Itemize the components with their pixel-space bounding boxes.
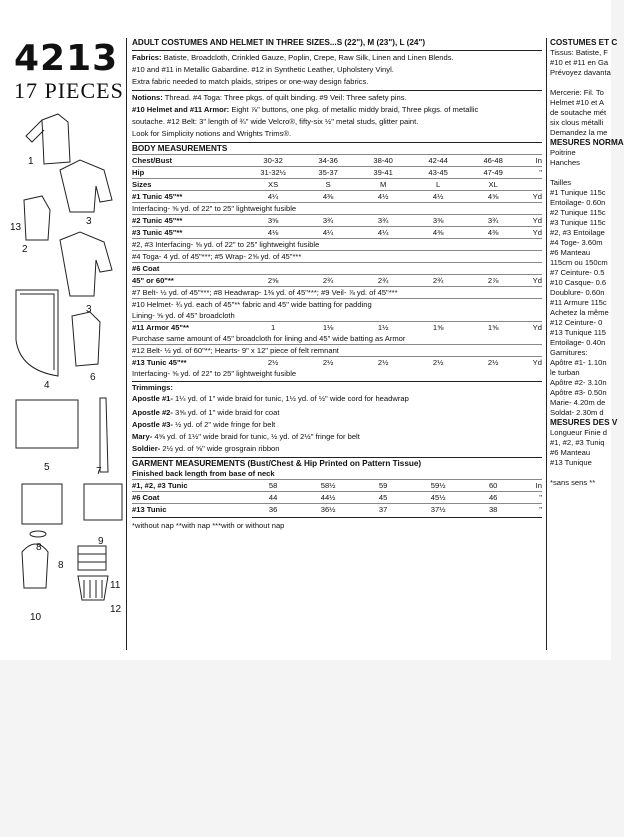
- french-line: [550, 78, 620, 88]
- yardage-row: [132, 310, 542, 321]
- yardage-note: Purchase same amount of 45" broadcloth for lining and 45" wide batting as Armor: [132, 334, 406, 343]
- yardage-value: 4½: [432, 192, 444, 201]
- garment-chart: [132, 479, 542, 515]
- yardage-label: #1 Tunic 45"**: [132, 192, 183, 201]
- notions-line: [132, 128, 542, 140]
- yardage-value: 2¾: [322, 276, 334, 285]
- trim-line: [132, 419, 542, 431]
- trim-text: 1¼ yd. of 1" wide braid for tunic, 1½ yd. of ½" wide cord for headwrap: [172, 394, 409, 403]
- yardage-value: 2½: [322, 358, 334, 367]
- french-line: Hanches: [550, 158, 580, 167]
- notions-bold: #10 Helmet and #11 Armor:: [132, 105, 230, 114]
- yardage-label: 45" or 60"**: [132, 276, 174, 285]
- trim-bold: Apostle #2-: [132, 408, 173, 417]
- fabrics-text: Extra fabric needed to match plaids, stripes or one-way design fabrics.: [132, 77, 369, 86]
- yardage-value: 3⅜: [432, 216, 444, 225]
- notions-line: [132, 104, 542, 116]
- garment-value: 46: [488, 493, 498, 502]
- piece-3-sleeve: [60, 160, 112, 212]
- yardage-row: [132, 202, 542, 214]
- yardage-label: #3 Tunic 45"**: [132, 228, 183, 237]
- yardage-value: 2⅝: [267, 276, 279, 285]
- figure-label-2: 2: [22, 244, 28, 255]
- yardage-value: 4⅜: [322, 192, 334, 201]
- body-measurements-title: BODY MEASUREMENTS: [132, 144, 228, 153]
- yardage-value: 2½: [267, 358, 279, 367]
- piece-11-armor: [78, 546, 106, 570]
- trim-text: 2½ yd. of ⅝" wide grosgrain ribbon: [160, 444, 280, 453]
- french-line: Apôtre #3- 0.50n: [550, 388, 607, 397]
- french-line: Soldat- 2.30m d: [550, 408, 604, 417]
- figure-label-9: 9: [98, 536, 104, 547]
- yardage-value: [356, 263, 411, 274]
- pattern-number: 4213: [14, 38, 119, 79]
- french-line: COSTUMES ET C: [550, 38, 618, 47]
- garment-value: 37½: [430, 505, 446, 514]
- column-divider: [126, 38, 127, 650]
- notions-text: Thread. #4 Toga: Three pkgs. of quilt binding. #9 Veil: Three safety pins.: [162, 93, 407, 102]
- french-line: MESURES NORMA: [550, 138, 624, 147]
- yardage-row: [132, 262, 542, 274]
- yardage-value: 1⅛: [322, 323, 334, 332]
- french-line: #3 Tunique 115c: [550, 218, 606, 227]
- garment-row: [132, 491, 542, 503]
- yardage-unit: Yd: [532, 276, 542, 285]
- figure-label-8b: 8: [58, 560, 64, 571]
- garment-value: 36: [268, 505, 278, 514]
- trim-text: 4⅝ yd. of 1½" wide braid for tunic, ½ yd. of 2½" fringe for belt: [152, 432, 360, 441]
- yardage-value: 1⅝: [432, 323, 444, 332]
- yardage-note: Interfacing- ⅝ yd. of 22" to 25" lightweight fusible: [132, 204, 297, 213]
- french-line: #6 Manteau: [550, 248, 591, 257]
- size-label: Hip: [132, 168, 145, 177]
- yardage-value: 4⅛: [267, 228, 279, 237]
- yardage-row: [132, 333, 542, 344]
- french-line: Achetez la même: [550, 308, 609, 317]
- size-unit: ": [539, 168, 542, 177]
- fabrics-text: Batiste, Broadcloth, Crinkled Gauze, Poplin, Crepe, Raw Silk, Linen and Linen Blends.: [161, 53, 454, 62]
- size-value: 34-36: [318, 156, 338, 165]
- size-value: L: [436, 180, 441, 189]
- garment-value: 38: [488, 505, 498, 514]
- french-line: Tailles: [550, 178, 572, 187]
- size-value: 42-44: [428, 156, 448, 165]
- garment-row: [132, 503, 542, 515]
- piece-2-tunic: [60, 232, 112, 296]
- yardage-chart: [132, 190, 542, 379]
- figure-label-1: 1: [28, 156, 34, 167]
- yardage-value: [466, 263, 521, 274]
- trim-bold: Soldier-: [132, 444, 161, 453]
- size-row: [132, 154, 542, 166]
- garment-label: #1, #2, #3 Tunic: [132, 481, 188, 490]
- piece-13-tunic: [24, 196, 50, 240]
- size-label: Chest/Bust: [132, 156, 173, 165]
- size-row: [132, 166, 542, 178]
- trimmings-title: Trimmings:: [132, 383, 173, 392]
- fabrics-line: [132, 64, 542, 76]
- garment-row: [132, 479, 542, 491]
- yardage-label: #13 Tunic 45"**: [132, 358, 187, 367]
- french-line: #2, #3 Entoilage: [550, 228, 605, 237]
- yardage-value: 3⅝: [267, 216, 279, 225]
- garment-label: #13 Tunic: [132, 505, 167, 514]
- french-line: Helmet #10 et A: [550, 98, 605, 107]
- yardage-value: 4½: [377, 192, 389, 201]
- size-value: 38-40: [373, 156, 393, 165]
- french-line: #13 Tunique 115: [550, 328, 607, 337]
- size-unit: [521, 179, 542, 190]
- yardage-value: [411, 263, 466, 274]
- french-column: [550, 38, 624, 488]
- yardage-row: [132, 226, 542, 238]
- fabrics-text: #10 and #11 in Metallic Gabardine. #12 in Synthetic Leather, Upholstery Vinyl.: [132, 65, 394, 74]
- french-line: #4 Toge- 3.60m: [550, 238, 603, 247]
- size-value: 35-37: [318, 168, 338, 177]
- yardage-value: 1½: [377, 323, 389, 332]
- figure-label-12: 12: [110, 604, 122, 615]
- yardage-row: [132, 250, 542, 262]
- garment-value: 37: [378, 505, 388, 514]
- yardage-note: #4 Toga- 4 yd. of 45"***; #5 Wrap- 2⅝ yd. of 45"***: [132, 252, 302, 261]
- yardage-value: 2¾: [377, 276, 389, 285]
- french-line: #10 Casque- 0.6: [550, 278, 607, 287]
- french-line: de soutache mét: [550, 108, 607, 117]
- piece-4-toga: [16, 290, 58, 376]
- yardage-value: [246, 263, 301, 274]
- trim-line: [132, 393, 542, 405]
- french-line: Longueur Finie d: [550, 428, 607, 437]
- yardage-value: 3¾: [377, 216, 389, 225]
- figure-label-3a: 3: [86, 216, 92, 227]
- figure-label-11: 11: [110, 580, 121, 591]
- trim-bold: Apostle #1-: [132, 394, 173, 403]
- garment-value: 45½: [430, 493, 446, 502]
- piece-8-headwrap: [22, 484, 62, 524]
- yardage-value: 2½: [377, 358, 389, 367]
- size-value: 31-32½: [260, 168, 286, 177]
- yardage-label: #6 Coat: [132, 264, 160, 273]
- garment-value: 44: [268, 493, 278, 502]
- yardage-value: 4¼: [322, 228, 334, 237]
- nap-footnote: *without nap **with nap ***with or without nap: [132, 521, 285, 530]
- yardage-value: 1: [270, 323, 276, 332]
- yardage-unit: Yd: [532, 323, 542, 332]
- notions-text: soutache. #12 Belt: 3" length of ¾" wide Velcro®, fifty-six ½" metal studs, glitter paint.: [132, 117, 419, 126]
- piece-7-belt: [100, 398, 108, 472]
- yardage-row: [132, 190, 542, 202]
- french-line: #10 et #11 en Ga: [550, 58, 609, 67]
- pattern-piece-illustrations: [0, 100, 126, 660]
- french-line: Prévoyez davanta: [550, 68, 611, 77]
- piece-8-cord: [30, 531, 46, 537]
- piece-9-veil: [84, 484, 122, 520]
- size-row: [132, 178, 542, 190]
- garment-value: 58: [268, 481, 278, 490]
- french-line: #2 Tunique 115c: [550, 208, 606, 217]
- yardage-note: #10 Helmet- ¾ yd. each of 45"** fabric and 45" wide batting for padding: [132, 300, 372, 309]
- french-line: Mercerie: Fil. To: [550, 88, 604, 97]
- french-line: MESURES DES V: [550, 418, 618, 427]
- size-value: XL: [488, 180, 498, 189]
- french-line: Doublure- 0.60n: [550, 288, 605, 297]
- yardage-label: #2 Tunic 45"**: [132, 216, 183, 225]
- french-line: #7 Ceinture- 0.5: [550, 268, 605, 277]
- yardage-unit: [521, 263, 542, 274]
- yardage-row: [132, 238, 542, 250]
- figure-label-4: 4: [44, 380, 50, 391]
- yardage-row: [132, 368, 542, 379]
- french-line: 115cm ou 150cm: [550, 258, 608, 267]
- yardage-row: [132, 286, 542, 298]
- section-title: ADULT COSTUMES AND HELMET IN THREE SIZES...S (22"), M (23"), L (24"): [132, 38, 426, 47]
- french-line: le turban: [550, 368, 580, 377]
- yardage-row: [132, 344, 542, 356]
- figure-label-8a: 8: [36, 542, 42, 553]
- piece-5-wrap: [16, 400, 78, 448]
- notions-line: [132, 92, 542, 104]
- trim-text: ½ yd. of 2" wide fringe for belt: [172, 420, 276, 429]
- garment-value: 59½: [430, 481, 446, 490]
- fabrics-line: [132, 76, 542, 88]
- french-line: *sans sens **: [550, 478, 596, 487]
- yardage-note: #12 Belt- ½ yd. of 60"**; Hearts- 9" x 12" piece of felt remnant: [132, 346, 339, 355]
- french-line: #13 Tunique: [550, 458, 592, 467]
- yardage-note: #2, #3 Interfacing- ⅝ yd. of 22" to 25" lightweight fusible: [132, 240, 320, 249]
- garment-unit: In: [535, 481, 542, 490]
- yardage-value: 2½: [487, 358, 499, 367]
- trim-line: [132, 407, 542, 419]
- french-line: #6 Manteau: [550, 448, 591, 457]
- size-value: M: [379, 180, 387, 189]
- yardage-row: [132, 298, 542, 310]
- french-line: Entoilage- 0.40n: [550, 338, 606, 347]
- notions-text: Eight ⅞" buttons, one pkg. of metallic middy braid, Three pkgs. of metallic: [229, 105, 479, 114]
- garment-value: 58½: [320, 481, 336, 490]
- figure-label-5: 5: [44, 462, 50, 473]
- size-value: S: [325, 180, 331, 189]
- yardage-value: 2⅞: [487, 276, 499, 285]
- french-line: Apôtre #2- 3.10n: [550, 378, 607, 387]
- garment-value: 44½: [320, 493, 336, 502]
- garment-label: #6 Coat: [132, 493, 160, 502]
- notions-bold: Notions:: [132, 93, 163, 102]
- figure-label-10: 10: [30, 612, 42, 623]
- size-unit: In: [535, 156, 542, 165]
- column-divider-2: [546, 38, 547, 650]
- yardage-row: [132, 214, 542, 226]
- figure-label-13: 13: [10, 222, 22, 233]
- yardage-unit: Yd: [532, 228, 542, 237]
- yardage-unit: Yd: [532, 192, 542, 201]
- size-value: XS: [268, 180, 279, 189]
- garment-value: 60: [488, 481, 498, 490]
- size-value: 39-41: [373, 168, 393, 177]
- trim-line: [132, 431, 542, 443]
- yardage-row: [132, 356, 542, 368]
- garment-unit: ": [539, 493, 542, 502]
- notions-section: [132, 92, 542, 140]
- french-line: six clous métalli: [550, 118, 604, 127]
- trim-bold: Mary-: [132, 432, 153, 441]
- figure-label-6: 6: [90, 372, 96, 383]
- size-value: 47-49: [483, 168, 503, 177]
- size-chart: [132, 154, 542, 190]
- yardage-value: 4¼: [267, 192, 279, 201]
- garment-value: 59: [378, 481, 388, 490]
- yardage-note: Lining- ⅝ yd. of 45" broadcloth: [132, 311, 235, 320]
- yardage-value: 1⅝: [487, 323, 499, 332]
- garment-value: 36½: [320, 505, 336, 514]
- trim-text: 3⅝ yd. of 1" wide braid for coat: [172, 408, 280, 417]
- yardage-value: 3¾: [487, 216, 499, 225]
- notions-text: Look for Simplicity notions and Wrights Trims®.: [132, 129, 292, 138]
- french-line: #12 Ceinture- 0: [550, 318, 603, 327]
- yardage-value: 4¼: [377, 228, 389, 237]
- yardage-row: [132, 274, 542, 286]
- garment-measurements-title: GARMENT MEASUREMENTS (Bust/Chest & Hip Printed on Pattern Tissue): [132, 459, 422, 468]
- piece-6-coat: [72, 312, 100, 366]
- size-value: 46-48: [483, 156, 503, 165]
- garment-unit: ": [539, 505, 542, 514]
- french-line: Poitrine: [550, 148, 576, 157]
- garment-subtitle: Finished back length from base of neck: [132, 469, 275, 478]
- yardage-value: [301, 263, 356, 274]
- size-value: 43-45: [428, 168, 448, 177]
- yardage-value: 4⅜: [432, 228, 444, 237]
- french-line: #11 Armure 115c: [550, 298, 607, 307]
- french-line: [550, 468, 620, 478]
- french-line: Apôtre #1- 1.10n: [550, 358, 607, 367]
- french-line: Garnitures:: [550, 348, 588, 357]
- yardage-note: Interfacing- ⅝ yd. of 22" to 25" lightweight fusible: [132, 369, 297, 378]
- yardage-label: #11 Armor 45"**: [132, 323, 189, 332]
- garment-value: 45: [378, 493, 388, 502]
- size-value: 30-32: [263, 156, 283, 165]
- french-line: Tissus: Batiste, F: [550, 48, 608, 57]
- yardage-value: 2¾: [432, 276, 444, 285]
- yardage-unit: Yd: [532, 358, 542, 367]
- notions-line: [132, 116, 542, 128]
- french-line: Entoilage- 0.60n: [550, 198, 606, 207]
- yardage-value: 2½: [432, 358, 444, 367]
- french-line: #1 Tunique 115c: [550, 188, 606, 197]
- yardage-unit: Yd: [532, 216, 542, 225]
- french-line: Demandez la me: [550, 128, 608, 137]
- french-line: [550, 168, 620, 178]
- trim-bold: Apostle #3-: [132, 420, 173, 429]
- size-label: Sizes: [132, 180, 152, 189]
- figure-label-3b: 3: [86, 304, 92, 315]
- fabrics-line: [132, 52, 542, 64]
- yardage-value: 3¾: [322, 216, 334, 225]
- french-line: Marie- 4.20m de: [550, 398, 606, 407]
- figure-label-7: 7: [96, 466, 102, 477]
- english-column: [132, 38, 542, 531]
- trimmings-section: [132, 393, 542, 455]
- trim-line: [132, 443, 542, 455]
- piece-12-belt: [78, 576, 108, 600]
- piece-count: 17 PIECES: [14, 78, 124, 103]
- french-line: #1, #2, #3 Tuniq: [550, 438, 605, 447]
- yardage-value: 4⅝: [487, 192, 499, 201]
- yardage-value: 4⅜: [487, 228, 499, 237]
- fabrics-section: [132, 52, 542, 88]
- yardage-note: #7 Belt- ½ yd. of 45"***; #8 Headwrap- 1⅜ yd. of 45"***; #9 Veil- ⅞ yd. of 45"***: [132, 288, 398, 297]
- piece-10-helmet: [22, 544, 48, 588]
- fabrics-bold: Fabrics:: [132, 53, 162, 62]
- yardage-row: [132, 321, 542, 333]
